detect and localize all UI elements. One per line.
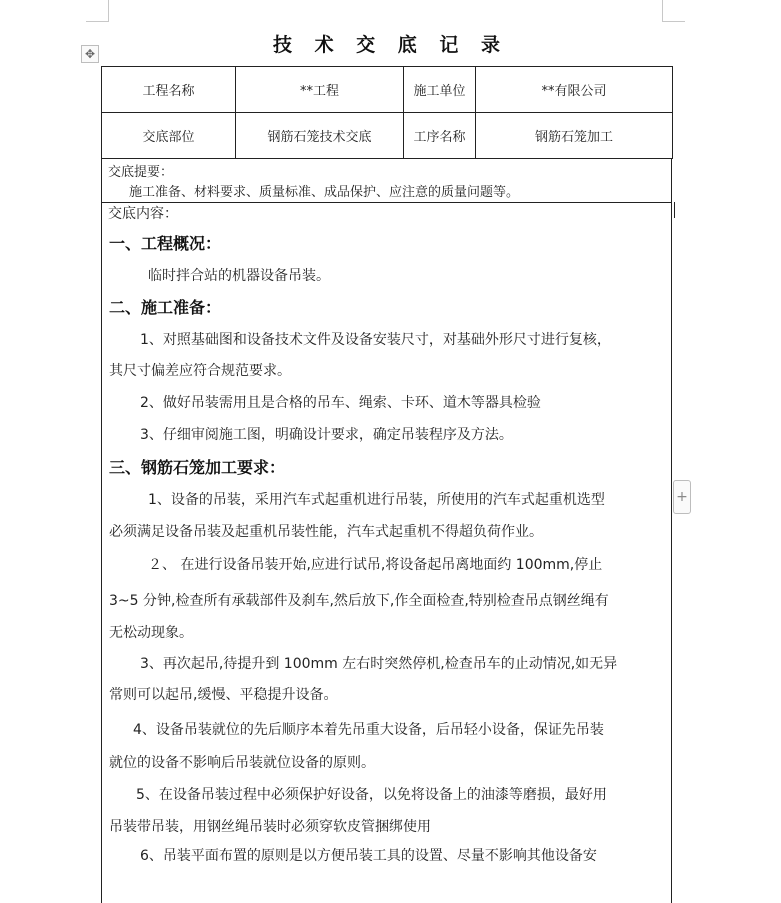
- paragraph-line: 2、做好吊装需用且是合格的吊车、绳索、卡环、道木等器具检验: [140, 395, 541, 411]
- section-heading: 三、钢筋石笼加工要求：: [109, 458, 286, 477]
- table-row: [102, 67, 673, 113]
- disclosure-part-label: 交底部位: [102, 113, 236, 159]
- header-table: [101, 66, 673, 159]
- project-name-value[interactable]: **工程: [236, 67, 404, 113]
- paragraph-line: 3、仔细审阅施工图，明确设计要求，确定吊装程序及方法。: [140, 427, 513, 443]
- contractor-value[interactable]: **有限公司: [476, 67, 673, 113]
- crop-mark: [86, 21, 109, 22]
- paragraph-line: 必须满足设备吊装及起重机吊装性能，汽车式起重机不得超负荷作业。: [109, 524, 543, 540]
- crop-mark: [108, 0, 109, 22]
- paragraph-line: 1、设备的吊装，采用汽车式起重机进行吊装，所使用的汽车式起重机选型: [148, 492, 605, 508]
- paragraph-line: 1、对照基础图和设备技术文件及设备安装尺寸，对基础外形尺寸进行复核，: [140, 332, 611, 348]
- text-cursor: [674, 202, 675, 218]
- content-label: 交底内容：: [108, 206, 178, 222]
- paragraph-line: 其尺寸偏差应符合规范要求。: [109, 363, 291, 379]
- summary-cell[interactable]: [101, 159, 672, 203]
- contractor-label: 施工单位: [404, 67, 476, 113]
- paragraph-line: 3、再次起吊,待提升到 100mm 左右时突然停机,检查吊车的止动情况,如无异: [140, 656, 618, 672]
- crop-mark: [662, 0, 663, 22]
- paragraph-line: 3~5 分钟,检查所有承载部件及刹车,然后放下,作全面检查,特别检查吊点钢丝绳有: [109, 593, 609, 609]
- paragraph-line: 5、在设备吊装过程中必须保护好设备，以免将设备上的油漆等磨损，最好用: [136, 787, 607, 803]
- summary-text: 施工准备、材料要求、质量标准、成品保护、应注意的质量问题等。: [129, 185, 520, 200]
- paragraph-line: 就位的设备不影响后吊装就位设备的原则。: [109, 755, 375, 771]
- section-heading: 二、施工准备：: [109, 298, 222, 317]
- paragraph-line: 4、设备吊装就位的先后顺序本着先吊重大设备，后吊轻小设备，保证先吊装: [133, 722, 604, 738]
- paragraph-line: 吊装带吊装，用钢丝绳吊装时必须穿软皮管捆绑使用: [109, 819, 431, 835]
- add-column-plus-icon[interactable]: +: [673, 480, 691, 514]
- content-cell[interactable]: [101, 203, 672, 903]
- table-move-handle-icon[interactable]: ✥: [81, 45, 99, 63]
- paragraph-line: 临时拌合站的机器设备吊装。: [148, 268, 330, 284]
- process-name-value[interactable]: 钢筋石笼加工: [476, 113, 673, 159]
- crop-mark: [662, 21, 685, 22]
- paragraph-line: 6、吊装平面布置的原则是以方便吊装工具的设置、尽量不影响其他设备安: [140, 848, 597, 864]
- paragraph-line: 无松动现象。: [109, 625, 193, 641]
- project-name-label: 工程名称: [102, 67, 236, 113]
- paragraph-line: ２、 在进行设备吊装开始,应进行试吊,将设备起吊离地面约 100mm,停止: [148, 557, 603, 573]
- summary-label: 交底提要：: [108, 165, 174, 180]
- disclosure-part-value[interactable]: 钢筋石笼技术交底: [236, 113, 404, 159]
- paragraph-line: 常则可以起吊,缓慢、平稳提升设备。: [109, 687, 338, 703]
- process-name-label: 工序名称: [404, 113, 476, 159]
- document-title: 技 术 交 底 记 录: [272, 34, 509, 56]
- table-row: [102, 113, 673, 159]
- section-heading: 一、工程概况：: [109, 234, 222, 253]
